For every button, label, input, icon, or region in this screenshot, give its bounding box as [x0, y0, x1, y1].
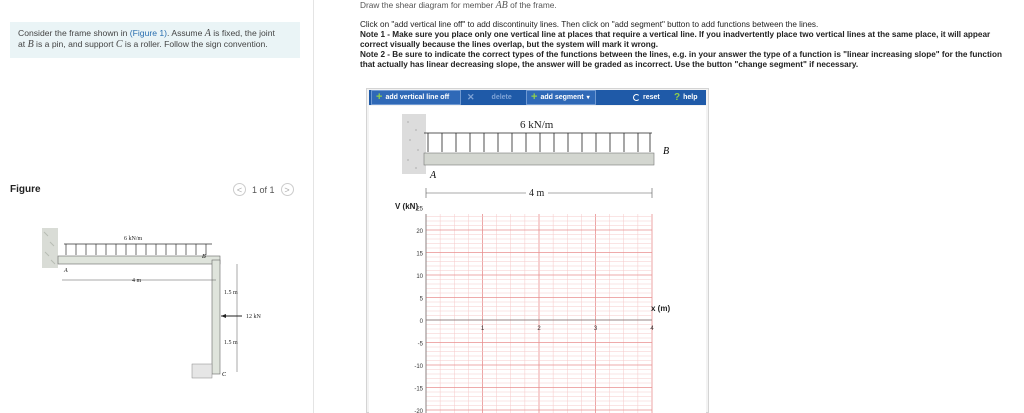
load-label: 6 kN/m — [124, 236, 143, 242]
chevron-down-icon: ▾ — [586, 95, 590, 101]
add-vertical-label: add vertical line off — [385, 94, 450, 101]
plus-icon: + — [531, 91, 538, 103]
x-tick-label: 3 — [593, 326, 598, 332]
help-button[interactable] — [672, 90, 704, 105]
y-tick-label: 10 — [416, 274, 423, 280]
y-tick-label: 20 — [416, 229, 423, 235]
help-icon: ? — [674, 92, 681, 103]
y-axis-label: V (kN) — [395, 202, 419, 211]
task-text: of the frame. — [507, 0, 557, 10]
x-tick-label: 4 — [650, 326, 654, 332]
problem-text: is a pin, and support — [33, 39, 116, 49]
distributed-load — [64, 244, 212, 255]
reset-icon — [633, 94, 640, 101]
add-segment-button[interactable] — [526, 90, 596, 105]
beam-member — [424, 153, 654, 165]
point-a-label: A — [64, 268, 68, 274]
delete-button[interactable] — [465, 90, 520, 105]
close-icon: ✕ — [467, 92, 475, 102]
y-tick-label: 5 — [419, 296, 423, 303]
frame-column — [212, 260, 220, 374]
y-tick-label: -20 — [414, 409, 423, 413]
frame-figure — [42, 224, 270, 386]
x-tick-label: 1 — [480, 326, 485, 332]
point-b-label: B — [202, 254, 206, 260]
wall-support — [42, 228, 58, 268]
point-a-label: A — [430, 170, 437, 181]
roller-support — [192, 364, 212, 378]
note-2: Note 2 - Be sure to indicate the correct types of the functions between the lines, e.g. in your answer the type of a function is "linear increasing slope" for the function that actually has linear decreasing slope, the answer will be graded as incorrect. Use the button "change segment" if necessary. — [360, 50, 1002, 69]
problem-text: at — [18, 39, 28, 49]
next-figure-button[interactable]: > — [281, 183, 294, 196]
span-label: 4 m — [132, 278, 142, 284]
member-label: AB — [495, 0, 508, 11]
y-tick-labels — [414, 207, 423, 413]
note-1: Note 1 - Make sure you place only one vertical line at places that require a vertical line. If you inadvertently place two vertical lines at the same place, it will appear correct visually because the lines overlap, but the system will mark it wrong. — [360, 30, 991, 49]
span-label: 4 m — [529, 188, 545, 199]
var-b: B — [27, 39, 34, 50]
force-label: 12 kN — [246, 314, 261, 320]
y-tick-label: 0 — [419, 319, 423, 325]
instruction-line: Click on "add vertical line off" to add discontinuity lines. Then click on "add segment" button to add functions between the lines. — [360, 20, 819, 29]
distributed-load — [424, 133, 652, 152]
reset-button[interactable] — [631, 90, 667, 105]
problem-text: is fixed, the joint — [210, 28, 275, 38]
grid-lines — [426, 214, 652, 413]
figure-heading: Figure — [10, 184, 41, 195]
problem-text: is a roller. Follow the sign convention. — [122, 39, 268, 49]
frame-beam — [58, 256, 220, 264]
plus-icon: + — [376, 91, 383, 103]
point-b-label: B — [663, 146, 670, 157]
add-segment-label: add segment — [540, 94, 584, 101]
y-tick-label: -15 — [414, 386, 423, 393]
help-label: help — [683, 94, 698, 101]
delete-label: delete — [491, 94, 512, 101]
figure-link[interactable]: (Figure 1) — [129, 28, 168, 38]
point-c-label: C — [222, 372, 227, 378]
y-tick-label: -10 — [414, 364, 423, 370]
instructions — [360, 0, 1015, 70]
height1-label: 1.5 m — [224, 290, 238, 296]
beam-figure — [370, 108, 680, 200]
height2-label: 1.5 m — [224, 340, 238, 346]
load-label: 6 kN/m — [520, 119, 554, 131]
reset-label: reset — [643, 94, 660, 101]
diagram-toolbar — [369, 90, 706, 105]
figure-pager — [233, 183, 294, 196]
pager-text: 1 of 1 — [252, 184, 275, 195]
y-tick-label: 25 — [416, 206, 423, 213]
problem-text: Consider the frame shown in — [18, 28, 130, 38]
var-c: C — [115, 39, 123, 50]
prev-figure-button[interactable]: < — [233, 183, 246, 196]
task-line — [360, 0, 1015, 11]
x-tick-label: 2 — [537, 326, 541, 332]
var-a: A — [204, 28, 211, 39]
y-tick-label: -5 — [417, 341, 423, 348]
add-vertical-line-button[interactable] — [371, 90, 461, 105]
y-tick-label: 15 — [416, 251, 423, 258]
problem-statement — [10, 22, 300, 58]
column-divider — [313, 0, 314, 413]
wall-support — [402, 114, 426, 174]
task-text: Draw the shear diagram for member — [360, 0, 496, 10]
point-force-arrowhead — [221, 314, 226, 318]
problem-text: . Assume — [167, 28, 205, 38]
shear-diagram-grid[interactable] — [370, 198, 680, 413]
x-axis-label: x (m) — [651, 304, 671, 313]
